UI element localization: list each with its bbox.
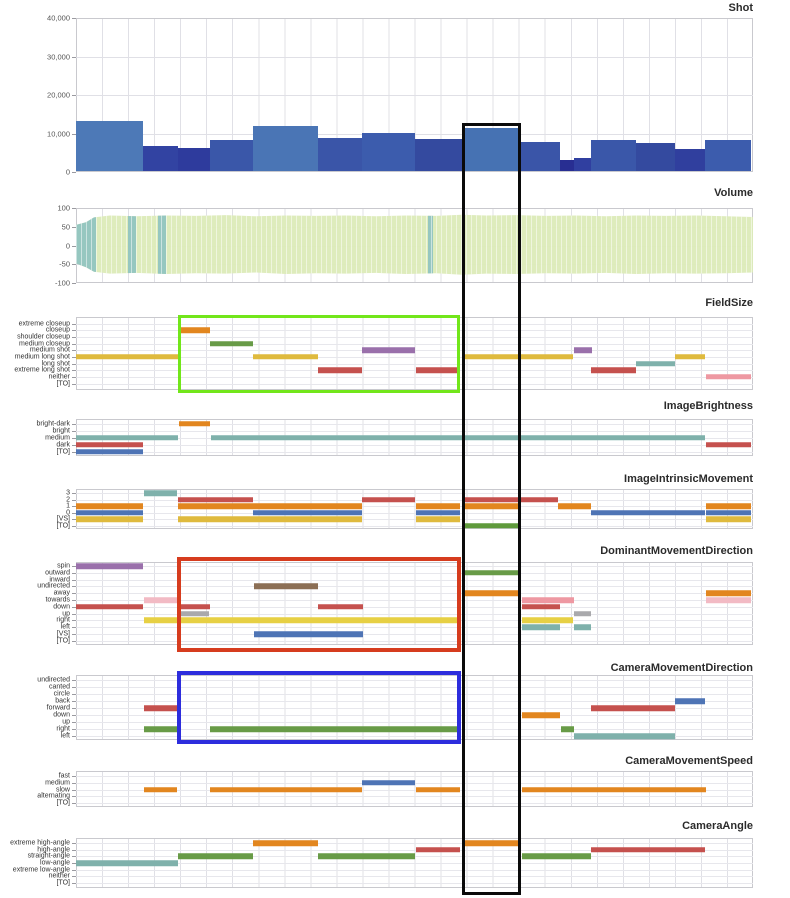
axis-tick [72,519,76,520]
shot-bar[interactable] [178,148,210,171]
shot-bar[interactable] [591,140,636,171]
axis-tick [72,722,76,723]
segment-0[interactable] [76,510,143,516]
axis-tick [72,586,76,587]
row-label: down [53,603,70,611]
plot-volume[interactable] [76,208,753,283]
axis-tick [72,607,76,608]
axis-tick [72,634,76,635]
panel-title-shot: Shot [728,2,753,14]
axis-tick [72,57,76,58]
segment-medium[interactable] [362,780,415,786]
segment-mediumlongshot[interactable] [76,354,178,360]
axis-tick [72,337,76,338]
segment-0[interactable] [591,510,705,516]
axis-tick [72,614,76,615]
axis-tick [72,600,76,601]
segment-VS[interactable] [178,516,362,522]
axis-tick [72,620,76,621]
shot-bar[interactable] [253,126,318,171]
gridline [76,452,753,453]
segment-2[interactable] [362,497,415,503]
axis-tick [72,627,76,628]
row-label: [VS] [56,515,70,523]
axis-tick [72,18,76,19]
row-label: medium [45,434,70,441]
segment-high-angle[interactable] [591,847,705,853]
segment-towards[interactable] [522,597,574,603]
segment-1[interactable] [706,503,751,509]
row-label: [VS] [56,630,70,638]
shot-bar[interactable] [210,140,253,171]
shot-bar[interactable] [636,143,675,171]
row-label: away [53,589,70,597]
axis-tick [72,246,76,247]
segment-forward[interactable] [591,705,675,711]
row-label: [TO] [56,799,70,807]
axis-tick [72,715,76,716]
row-label: medium closeup [19,340,70,347]
axis-tick [72,424,76,425]
row-label: 1 [66,502,70,510]
axis-tick [72,736,76,737]
row-label: medium long shot [14,353,70,361]
row-label: undirected [37,582,70,590]
segment-forward[interactable] [144,705,177,711]
segment-down[interactable] [522,712,560,718]
gridline [76,843,753,844]
axis-tick [72,870,76,871]
row-label: left [60,732,70,740]
segment-down[interactable] [522,604,560,610]
axis-tick [72,324,76,325]
row-label: [TO] [56,522,70,529]
segment-TO[interactable] [76,449,143,455]
axis-tick [72,803,76,804]
segment-right[interactable] [522,618,573,624]
row-label: 3 [66,489,70,497]
gridline [76,796,753,797]
segment-1[interactable] [178,503,362,509]
axis-tick [72,384,76,385]
row-label: forward [46,704,70,712]
segment-mediumlongshot[interactable] [675,354,705,360]
shot-bar[interactable] [362,133,415,171]
segment-away[interactable] [706,590,751,596]
axis-tick [72,729,76,730]
axis-tick [72,863,76,864]
gridline [76,445,753,446]
axis-tick [72,796,76,797]
panel-title-imagebrightness: ImageBrightness [663,400,753,412]
segment-medium[interactable] [211,435,705,441]
axis-tick [72,687,76,688]
axis-tick [72,344,76,345]
row-label: circle [53,690,70,698]
axis-tick [72,580,76,581]
axis-tick [72,856,76,857]
row-label: down [53,711,70,719]
segment-slow[interactable] [522,787,706,793]
row-label: low-angle [40,859,70,867]
gridline [76,57,753,58]
axis-tick [72,593,76,594]
segment-extremelongshot[interactable] [591,367,636,373]
row-label: undirected [37,676,70,684]
panel-title-dominantmovementdirection: DominantMovementDirection [600,545,753,557]
segment-left[interactable] [574,733,675,739]
row-label: extreme closeup [18,320,70,327]
segment-1[interactable] [558,503,591,509]
plot-imagebrightness[interactable] [76,419,753,456]
segment-0[interactable] [253,510,362,516]
row-label: bright-dark [36,420,70,427]
plot-shot[interactable] [76,18,753,172]
axis-tick [72,264,76,265]
segment-up[interactable] [574,611,591,617]
shot-bar[interactable] [76,121,143,171]
segment-VS[interactable] [416,516,460,522]
axis-tick [72,641,76,642]
axis-tick [72,783,76,784]
axis-tick [72,694,76,695]
row-label: slow [55,786,70,793]
highlight-box-blue[interactable] [177,671,461,744]
gridline [76,776,753,777]
y-tick-label: -100 [54,278,70,288]
row-label: straight-angle [27,852,70,860]
axis-tick [72,431,76,432]
segment-mediumshot[interactable] [574,347,592,353]
segment-slow[interactable] [416,787,460,793]
axis-tick [72,566,76,567]
segment-0[interactable] [416,510,460,516]
axis-tick [72,134,76,135]
y-tick-label: 0 [65,241,70,250]
axis-tick [72,776,76,777]
y-tick-label: 10,000 [47,129,70,138]
row-label: [TO] [56,637,70,645]
segment-neither[interactable] [706,374,751,380]
axis-tick [72,370,76,371]
axis-tick [72,680,76,681]
y-tick-label: 0 [65,167,70,177]
segment-low-angle[interactable] [76,860,178,866]
axis-tick [72,330,76,331]
shot-bar[interactable] [415,139,462,171]
row-label: extreme low-angle [12,866,70,874]
segment-straight-angle[interactable] [522,854,591,860]
plot-imageintrinsicmovement[interactable] [76,489,753,529]
segment-towards[interactable] [144,597,177,603]
y-tick-label: 20,000 [47,90,70,100]
segment-dark[interactable] [706,442,751,448]
y-tick-label: 50 [61,222,70,232]
panel-title-cameraangle: CameraAngle [682,820,753,832]
row-label: back [55,697,70,705]
segment-1[interactable] [416,503,460,509]
plot-cameraangle[interactable] [76,838,753,888]
axis-tick [72,438,76,439]
row-label: right [56,616,70,624]
panel-title-cameramovementspeed: CameraMovementSpeed [625,755,753,767]
axis-tick [72,172,76,173]
volume-waveform [76,208,753,283]
row-label: shoulder closeup [17,333,70,341]
shot-bar[interactable] [143,146,178,171]
shot-bar[interactable] [318,138,362,171]
axis-tick [72,526,76,527]
axis-tick [72,708,76,709]
row-label: [TO] [56,879,70,887]
axis-tick [72,227,76,228]
gridline [76,95,753,96]
selection-box-black[interactable] [462,123,521,895]
axis-tick [72,790,76,791]
row-label: alternating [37,792,70,800]
axis-tick [72,573,76,574]
axis-tick [72,364,76,365]
axis-tick [72,500,76,501]
gridline [76,526,753,527]
segment-VS[interactable] [76,516,143,522]
row-label: 2 [66,496,70,503]
axis-tick [72,377,76,378]
axis-tick [72,445,76,446]
panel-title-imageintrinsicmovement: ImageIntrinsicMovement [624,473,753,485]
gridline [76,493,753,494]
segment-dark[interactable] [76,442,143,448]
axis-tick [72,701,76,702]
segment-1[interactable] [76,503,143,509]
axis-tick [72,876,76,877]
gridline [76,424,753,425]
row-label: long shot [41,360,70,368]
shot-bar[interactable] [675,149,705,171]
segment-slow[interactable] [144,787,177,793]
segment-straight-angle[interactable] [178,854,253,860]
plot-cameramovementspeed[interactable] [76,771,753,807]
axis-tick [72,513,76,514]
segment-medium[interactable] [76,435,178,441]
row-label: outward [45,569,70,577]
row-label: up [62,718,70,726]
shot-bar[interactable] [560,160,574,171]
gridline [76,883,753,884]
row-label: bright [52,427,70,434]
gridline [76,870,753,871]
axis-tick [72,493,76,494]
row-label: left [60,623,70,631]
highlight-box-green[interactable] [178,315,460,393]
shot-bar[interactable] [574,158,591,171]
panel-title-cameramovementdirection: CameraMovementDirection [610,662,753,674]
row-label: high-angle [37,846,70,854]
panel-title-fieldsize: FieldSize [705,297,753,309]
row-label: fast [58,772,70,780]
y-tick-label: 100 [57,203,70,213]
segment-down[interactable] [76,604,143,610]
panel-title-volume: Volume [714,187,753,199]
shot-bar[interactable] [705,140,751,171]
axis-tick [72,843,76,844]
row-label: [TO] [56,380,70,388]
row-label: extreme high-angle [10,839,70,847]
row-label: 0 [66,509,70,516]
row-label: neither [48,373,70,381]
segment-right[interactable] [561,726,574,732]
gridline [76,803,753,804]
segment-3[interactable] [144,490,177,496]
y-tick-label: -50 [59,259,70,269]
segment-back[interactable] [675,698,705,704]
row-label: towards [45,596,70,604]
shot-bar[interactable] [521,142,560,171]
gridline [76,431,753,432]
row-label: right [56,725,70,733]
row-label: spin [57,562,70,570]
segment-extremehigh-angle[interactable] [253,840,318,846]
row-label: inward [49,576,70,584]
row-label: extreme long shot [14,366,70,374]
row-label: up [62,610,70,618]
segment-straight-angle[interactable] [318,854,415,860]
y-tick-label: 30,000 [47,52,70,61]
axis-tick [72,357,76,358]
segment-bright-dark[interactable] [179,421,210,427]
segment-slow[interactable] [210,787,362,793]
row-label: neither [48,872,70,880]
axis-tick [72,208,76,209]
segment-high-angle[interactable] [416,847,460,853]
row-label: dark [56,441,70,448]
segment-spin[interactable] [76,563,143,569]
axis-tick [72,95,76,96]
axis-tick [72,283,76,284]
y-tick-label: 40,000 [47,13,70,23]
segment-longshot[interactable] [636,361,675,367]
axis-tick [72,850,76,851]
row-label: medium shot [29,346,70,354]
segment-VS[interactable] [706,516,751,522]
row-label: closeup [45,326,70,334]
axis-tick [72,350,76,351]
row-label: medium [45,779,70,787]
segment-right[interactable] [144,726,177,732]
axis-tick [72,452,76,453]
segment-2[interactable] [178,497,253,503]
segment-left[interactable] [574,624,591,630]
axis-tick [72,506,76,507]
segment-towards[interactable] [706,597,751,603]
segment-0[interactable] [706,510,751,516]
row-label: canted [48,683,70,691]
gridline [76,876,753,877]
axis-tick [72,883,76,884]
row-label: [TO] [56,448,70,455]
highlight-box-red[interactable] [177,557,461,652]
segment-left[interactable] [522,624,560,630]
